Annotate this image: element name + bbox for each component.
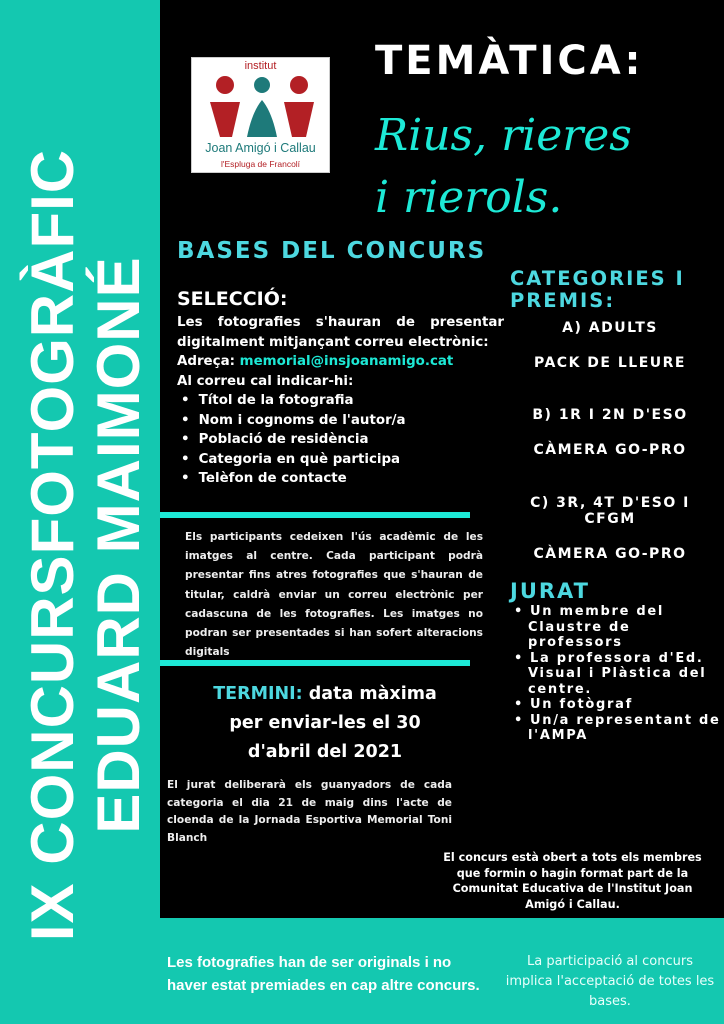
jurat-deliberation-text: El jurat deliberarà els guanyadors de cada categoria el dia 21 de maig dins l'acte de cloenda de la Jornada Esportiva Memorial Toni Blanch	[167, 779, 452, 844]
bases-heading: BASES DEL CONCURS	[177, 238, 487, 264]
category-a-prize: PACK DE LLEURE	[534, 355, 686, 371]
termini-text3: d'abril del 2021	[247, 742, 403, 762]
logo-name: Joan Amigó i Callau	[205, 141, 316, 155]
list-item: • La professora d'Ed. Visual i Plàstica del centre.	[514, 651, 724, 698]
side-title-line2: EDUARD MAIMONÉ	[85, 256, 152, 834]
termini-text1: data màxima	[302, 684, 437, 704]
address-row	[177, 352, 504, 372]
divider	[160, 660, 470, 666]
list-item: • Població de residència	[181, 430, 504, 450]
eligibility-text: El concurs està obert a tots els membres que formin o hagin format part de la Comunitat Educativa de l'Institut Joan Amigó i Callau.	[443, 851, 702, 911]
indicate-label: Al correu cal indicar-hi:	[177, 373, 354, 389]
originals-text: Les fotografies han de ser originals i no haver estat premiades en cap altre concurs.	[167, 954, 480, 994]
category-b: B) 1R I 2N D'ESO	[532, 407, 688, 423]
acceptance-text: La participació al concurs implica l'acceptació de totes les bases.	[505, 954, 715, 1009]
seleccio-line2: digitalment mitjançant correu electrònic:	[177, 334, 489, 350]
category-c-prize: CÀMERA GO-PRO	[533, 546, 687, 562]
list-item: • Títol de la fotografia	[181, 391, 504, 411]
categories-heading: CATEGORIES I PREMIS:	[510, 267, 685, 312]
category-a: A) ADULTS	[562, 320, 658, 336]
address-label: Adreça:	[177, 354, 235, 369]
category-c: C) 3R, 4T D'ESO I CFGM	[530, 495, 690, 527]
tematica-label: TEMÀTICA:	[375, 38, 644, 84]
termini-text2: per enviar-les el 30	[229, 713, 421, 733]
school-logo	[191, 57, 330, 173]
theme-line2: i rierols.	[375, 172, 563, 223]
jurat-heading: JURAT	[510, 579, 590, 603]
theme-title	[375, 105, 632, 229]
logo-top: institut	[244, 60, 277, 72]
seleccio-line1: Les fotografies s'hauran de presentar	[177, 315, 504, 330]
divider	[160, 512, 470, 518]
side-title	[20, 95, 152, 995]
list-item: • Telèfon de contacte	[181, 469, 504, 489]
seleccio-heading: SELECCIÓ:	[177, 288, 288, 310]
list-item: • Categoria en què participa	[181, 450, 504, 470]
list-item: • Un/a representant de l'AMPA	[514, 713, 724, 744]
seleccio-section	[177, 287, 504, 489]
list-item: • Un fotògraf	[514, 697, 724, 713]
logo-town: l'Espluga de Francolí	[220, 159, 301, 169]
participants-text: Els participants cedeixen l'ús acadèmic de les imatges al centre. Cada participant podrà presentar fins atres fotografies que s'hauran de titular, caldrà enviar un correu electrònic per cadascuna de les fotografies. Les imatges no podran ser presentades si han sofert alteracions digitals	[185, 531, 483, 659]
list-item: • Un membre del Claustre de professors	[514, 604, 724, 651]
categories-section	[510, 267, 720, 562]
email-link[interactable]: memorial@insjoanamigo.cat	[239, 354, 454, 369]
required-fields-list	[181, 391, 504, 489]
termini-section	[190, 680, 460, 767]
jurat-section	[510, 578, 724, 744]
theme-line1: Rius, rieres	[375, 110, 632, 161]
jurat-list	[514, 604, 724, 744]
category-b-prize: CÀMERA GO-PRO	[533, 442, 687, 458]
logo-figures-icon	[192, 72, 331, 142]
termini-label: TERMINI:	[213, 684, 303, 704]
list-item: • Nom i cognoms de l'autor/a	[181, 411, 504, 431]
side-title-line1: IX CONCURSFOTOGRÀFIC	[19, 148, 86, 942]
